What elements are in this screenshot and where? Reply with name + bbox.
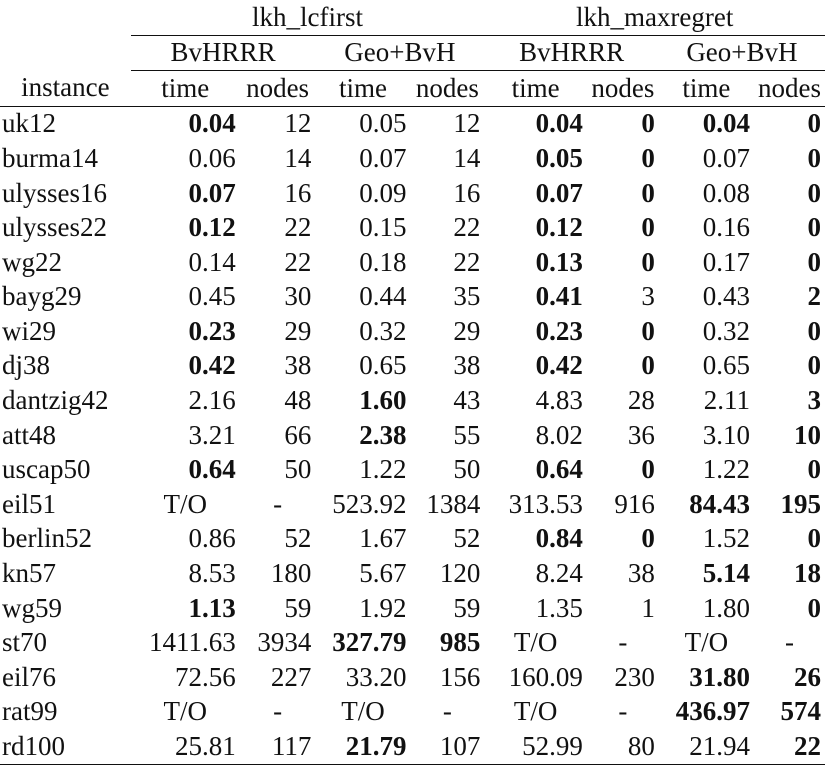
time-cell: 0.05 [535,142,583,173]
instance-name: eil76 [2,661,56,692]
time-cell: 523.92 [332,488,407,519]
nodes-cell: 3 [641,281,655,312]
heuristic-header-maxregret: lkh_maxregret [484,0,825,35]
nodes-cell: 1384 [426,488,481,519]
time-cell: 1.22 [702,454,750,485]
time-cell: 1.60 [359,385,407,416]
time-cell: 0.32 [702,315,750,346]
time-cell: 160.09 [508,661,583,692]
nodes-cell: 0 [807,592,821,623]
method-header-1: BvHRRR [131,35,316,71]
time-cell: 3.21 [188,419,236,450]
nodes-cell: 28 [627,385,655,416]
header-corner-2 [0,35,131,71]
table-row [0,349,825,384]
nodes-cell: 985 [439,627,481,658]
time-cell: 0.07 [188,177,236,208]
time-cell: 0.04 [702,108,750,139]
nodes-cell: 0 [807,108,821,139]
method-header-3: BvHRRR [484,35,659,71]
nodes-cell: 18 [794,558,821,589]
nodes-cell: 22 [754,729,825,764]
instance-name: rat99 [2,696,58,727]
time-cell: 84.43 [689,488,750,519]
table-row [0,384,825,419]
table-row [0,141,825,176]
time-cell: 0.41 [535,281,583,312]
time-cell: 0.23 [188,315,236,346]
time-cell: 5.67 [359,558,407,589]
nodes-header: nodes [411,71,485,107]
time-cell: T/O [341,696,385,727]
instance-name: ulysses16 [2,177,108,208]
nodes-cell: 2 [807,281,821,312]
time-cell: 0.07 [535,177,583,208]
time-cell: 0.14 [188,246,236,277]
method-header-row [0,35,825,71]
time-header: time [484,71,587,107]
nodes-cell: 14 [453,142,481,173]
nodes-cell: 117 [240,729,316,764]
nodes-cell: 66 [284,419,312,450]
time-cell: 1.35 [535,592,583,623]
nodes-cell: 26 [794,661,821,692]
nodes-cell: - [442,696,452,727]
nodes-cell: 0 [641,108,655,139]
time-cell: T/O [513,696,558,727]
nodes-cell: 0 [641,350,655,381]
nodes-cell: 0 [807,246,821,277]
nodes-cell: 16 [453,177,481,208]
nodes-cell: 227 [270,661,312,692]
method-header-2: Geo+BvH [315,35,484,71]
table-row [0,106,825,141]
nodes-cell: - [618,627,628,658]
nodes-cell: 12 [284,108,312,139]
time-cell: 1.22 [359,454,407,485]
nodes-cell: 38 [627,558,655,589]
time-cell: 5.14 [702,558,750,589]
time-cell: 31.80 [689,661,750,692]
table-row [0,522,825,557]
time-cell: 0.18 [359,246,407,277]
instance-name: att48 [2,419,56,450]
time-cell: 0.04 [535,108,583,139]
time-cell: 0.64 [535,454,583,485]
time-cell: 1.80 [702,592,750,623]
nodes-cell: 52 [453,523,481,554]
nodes-cell: 230 [614,661,655,692]
time-cell: 2.11 [703,385,750,416]
nodes-cell: 180 [270,558,312,589]
nodes-cell: 120 [439,558,481,589]
table-row [0,211,825,246]
nodes-cell: 0 [641,315,655,346]
time-header: time [315,71,410,107]
time-cell: 1.92 [359,592,407,623]
time-cell: 0.64 [188,454,236,485]
time-cell: 0.16 [702,212,750,243]
nodes-cell: 80 [587,729,659,764]
time-cell: 0.04 [188,108,236,139]
nodes-cell: 22 [284,246,312,277]
nodes-cell: 35 [453,281,481,312]
nodes-header: nodes [587,71,659,107]
time-cell: 0.12 [535,212,583,243]
table-row [0,418,825,453]
nodes-cell: 0 [807,350,821,381]
table-row [0,557,825,592]
time-cell: 313.53 [508,488,583,519]
nodes-cell: 22 [453,212,481,243]
nodes-cell: 0 [641,523,655,554]
time-cell: 0.09 [359,177,407,208]
instance-name: uscap50 [2,454,91,485]
table-row [0,729,825,764]
nodes-cell: 916 [614,488,655,519]
nodes-cell: 3934 [257,627,312,658]
time-cell: 0.84 [535,523,583,554]
nodes-cell: - [784,627,794,658]
instance-name: uk12 [2,108,56,139]
nodes-cell: 0 [807,523,821,554]
header-corner [0,0,131,35]
nodes-cell: 1 [641,592,655,623]
time-cell: 0.15 [359,212,407,243]
time-cell: 1411.63 [149,627,236,658]
nodes-cell: 0 [641,142,655,173]
time-cell: 0.06 [188,142,236,173]
instance-name: rd100 [0,729,131,764]
nodes-cell: 38 [284,350,312,381]
time-cell: 21.79 [315,729,410,764]
time-header: time [131,71,240,107]
nodes-cell: 43 [453,385,481,416]
time-cell: 0.08 [702,177,750,208]
time-cell: 2.16 [188,385,236,416]
time-cell: 0.23 [535,315,583,346]
time-cell: 0.44 [359,281,407,312]
nodes-cell: 14 [284,142,312,173]
nodes-cell: 0 [641,212,655,243]
instance-name: wi29 [2,315,56,346]
time-cell: 0.13 [535,246,583,277]
time-cell: 25.81 [131,729,240,764]
time-cell: 0.65 [359,350,407,381]
instance-name: dantzig42 [2,385,109,416]
nodes-cell: 0 [807,454,821,485]
table-row [0,176,825,211]
nodes-cell: 59 [284,592,312,623]
nodes-header: nodes [240,71,316,107]
time-cell: 0.86 [188,523,236,554]
time-cell: 4.83 [535,385,583,416]
nodes-cell: 38 [453,350,481,381]
instance-name: berlin52 [2,523,92,554]
instance-name: burma14 [2,142,98,173]
method-header-4: Geo+BvH [659,35,825,71]
time-cell: 0.07 [702,142,750,173]
heuristic-header-row [0,0,825,35]
time-cell: 0.42 [535,350,583,381]
nodes-cell: 30 [284,281,312,312]
nodes-cell: 0 [641,177,655,208]
time-cell: 3.10 [702,419,750,450]
nodes-cell: 0 [807,212,821,243]
instance-name: st70 [2,627,48,658]
nodes-cell: 16 [284,177,312,208]
time-cell: T/O [684,627,729,658]
nodes-cell: 0 [641,246,655,277]
instance-name: wg59 [2,592,62,623]
table-body [0,106,825,764]
instance-name: wg22 [2,246,62,277]
instance-name: kn57 [2,558,56,589]
time-cell: 0.43 [702,281,750,312]
table-row [0,591,825,626]
time-cell: 0.45 [188,281,236,312]
time-cell: 21.94 [659,729,754,764]
time-cell: 0.42 [188,350,236,381]
table-row [0,626,825,661]
table-row [0,245,825,280]
time-cell: T/O [163,488,207,519]
nodes-cell: 3 [807,385,821,416]
time-cell: 72.56 [175,661,236,692]
nodes-cell: 22 [284,212,312,243]
time-cell: 33.20 [345,661,407,692]
instance-header: instance [0,71,131,107]
column-header-row [0,71,825,107]
instance-name: eil51 [2,488,56,519]
nodes-cell: 12 [453,108,481,139]
nodes-cell: - [618,696,628,727]
nodes-cell: 0 [807,315,821,346]
instance-name: dj38 [2,350,51,381]
nodes-cell: 156 [439,661,481,692]
nodes-cell: 22 [453,246,481,277]
nodes-cell: 50 [284,454,312,485]
time-cell: 1.52 [702,523,750,554]
time-cell: T/O [513,627,558,658]
time-cell: 1.67 [359,523,407,554]
nodes-cell: 195 [780,488,821,519]
nodes-cell: 29 [284,315,312,346]
time-cell: 436.97 [675,696,750,727]
table-row [0,314,825,349]
table-row [0,487,825,522]
nodes-cell: 50 [453,454,481,485]
instance-name: bayg29 [2,281,82,312]
nodes-cell: 36 [627,419,655,450]
time-cell: 52.99 [484,729,587,764]
nodes-cell: 59 [453,592,481,623]
nodes-cell: 107 [411,729,485,764]
instance-name: ulysses22 [2,212,108,243]
nodes-cell: 0 [641,454,655,485]
nodes-cell: 574 [780,696,821,727]
time-cell: 0.32 [359,315,407,346]
nodes-cell: 0 [807,142,821,173]
nodes-header: nodes [754,71,825,107]
time-cell: 0.05 [359,108,407,139]
heuristic-header-lcfirst: lkh_lcfirst [131,0,485,35]
time-cell: 327.79 [332,627,407,658]
time-cell: 8.53 [188,558,236,589]
table-row [0,453,825,488]
time-cell: 2.38 [359,419,407,450]
time-cell: 8.24 [535,558,583,589]
time-cell: 0.65 [702,350,750,381]
nodes-cell: 55 [453,419,481,450]
nodes-cell: - [273,488,283,519]
nodes-cell: 0 [807,177,821,208]
table-row [0,660,825,695]
table-row [0,280,825,315]
time-cell: 1.13 [188,592,236,623]
time-header: time [659,71,754,107]
nodes-cell: - [273,696,283,727]
nodes-cell: 52 [284,523,312,554]
time-cell: 0.12 [188,212,236,243]
time-cell: 0.17 [702,246,750,277]
time-cell: 0.07 [359,142,407,173]
time-cell: 8.02 [535,419,583,450]
time-cell: T/O [163,696,207,727]
nodes-cell: 10 [794,419,821,450]
table-row [0,695,825,730]
nodes-cell: 48 [284,385,312,416]
nodes-cell: 29 [453,315,481,346]
